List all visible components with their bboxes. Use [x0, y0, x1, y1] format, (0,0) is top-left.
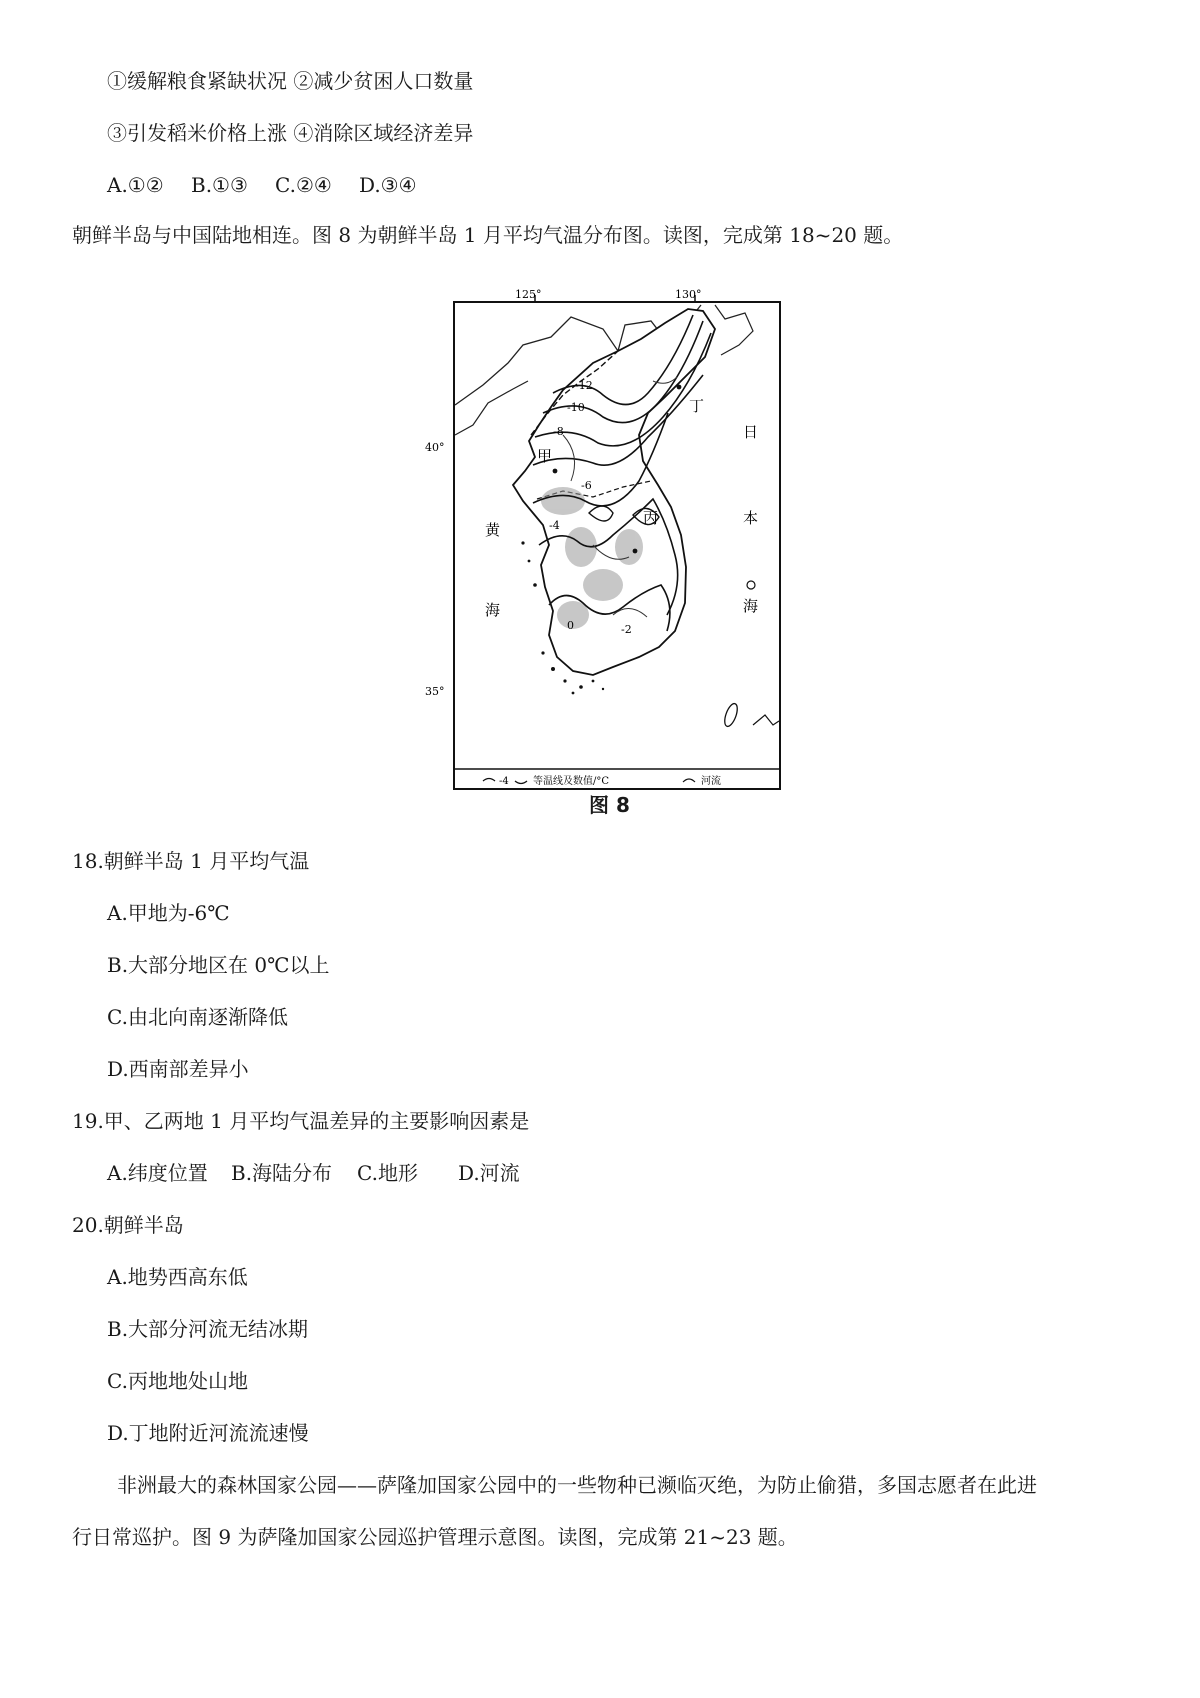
label-neg8: -8 [553, 425, 564, 438]
q19-option-b: B.海陆分布 [231, 1161, 333, 1185]
figure-caption: 图 8 [589, 793, 630, 817]
q20-option-b: B.大部分河流无结冰期 [107, 1317, 309, 1341]
label-neg12: -12 [575, 379, 593, 392]
label-neg4: -4 [549, 519, 560, 532]
lon-130-label: 130° [675, 288, 702, 301]
q19-stem: 19.甲、乙两地 1 月平均气温差异的主要影响因素是 [72, 1109, 530, 1133]
legend-isotherm-text: 等温线及数值/°C [533, 776, 610, 787]
q18-stem: 18.朝鲜半岛 1 月平均气温 [72, 849, 310, 873]
choice-d: D.③④ [359, 173, 417, 197]
option-line-2: ③引发稻米价格上涨 ④消除区域经济差异 [107, 121, 474, 145]
q19-option-c: C.地形 [357, 1161, 418, 1185]
lat-35-label: 35° [425, 685, 445, 698]
japan-sea-label-1: 日 [743, 423, 759, 441]
bing-marker [633, 549, 638, 554]
ding-marker [677, 385, 682, 390]
lon-125-label: 125° [515, 288, 542, 301]
korea-isotherm-map [425, 285, 783, 791]
japan-sea-label-2: 本 [743, 509, 759, 527]
choice-row [107, 172, 417, 198]
jia-marker [553, 469, 558, 474]
option-line-1: ①缓解粮食紧缺状况 ②减少贫困人口数量 [107, 69, 474, 93]
q19-options [107, 1160, 520, 1186]
q20-stem: 20.朝鲜半岛 [72, 1213, 184, 1237]
legend-isotherm-sample: -4 [499, 776, 509, 787]
label-neg10: -10 [567, 401, 585, 414]
lat-40-label: 40° [425, 441, 445, 454]
choice-b: B.①③ [191, 173, 248, 197]
label-neg2: -2 [621, 623, 632, 636]
choice-a: A.①② [107, 173, 164, 197]
yellow-sea-label-1: 黄 [485, 521, 501, 539]
q18-option-d: D.西南部差异小 [107, 1057, 249, 1081]
label-neg6: -6 [581, 479, 592, 492]
q20-option-c: C.丙地地处山地 [107, 1369, 248, 1393]
q20-option-a: A.地势西高东低 [107, 1265, 248, 1289]
legend-river-text: 河流 [701, 776, 721, 787]
q19-option-a: A.纬度位置 [107, 1161, 208, 1185]
q18-option-c: C.由北向南逐渐降低 [107, 1005, 288, 1029]
japan-sea-label-3: 海 [743, 597, 759, 615]
ding-label: 丁 [689, 397, 705, 415]
label-0: 0 [567, 619, 574, 632]
q19-option-d: D.河流 [458, 1161, 520, 1185]
q20-option-d: D.丁地附近河流流速慢 [107, 1421, 309, 1445]
choice-c: C.②④ [275, 173, 332, 197]
q18-option-b: B.大部分地区在 0℃以上 [107, 953, 330, 977]
intro-18-20: 朝鲜半岛与中国陆地相连。图 8 为朝鲜半岛 1 月平均气温分布图。读图，完成第 18~20 题。 [72, 223, 904, 247]
jia-label: 甲 [537, 447, 553, 465]
q18-option-a: A.甲地为-6℃ [107, 901, 230, 925]
intro-21-23-line-1: 非洲最大的森林国家公园——萨隆加国家公园中的一些物种已濒临灭绝，为防止偷猎，多国志愿者在此进 [117, 1473, 1037, 1497]
yellow-sea-label-2: 海 [485, 601, 501, 619]
bing-label: 丙 [643, 509, 659, 527]
intro-21-23-line-2: 行日常巡护。图 9 为萨隆加国家公园巡护管理示意图。读图，完成第 21~23 题。 [72, 1525, 798, 1549]
